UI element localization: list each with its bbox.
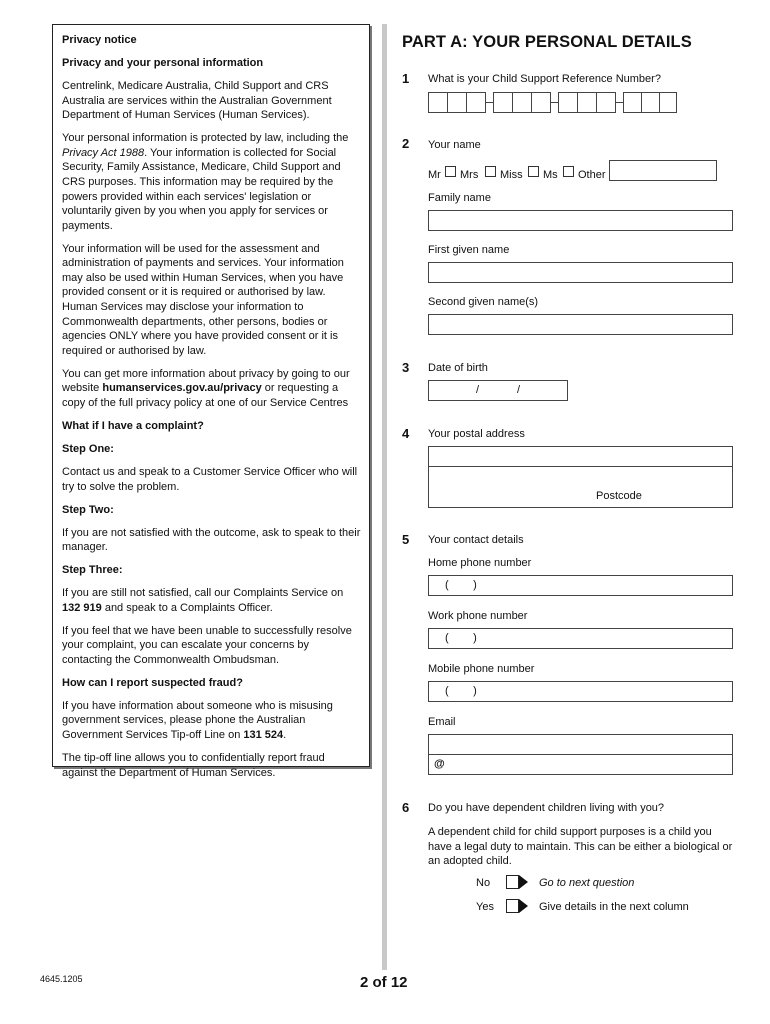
q5-number: 5 xyxy=(402,532,410,547)
address-line-2-input[interactable] xyxy=(428,466,733,508)
crn-group-2[interactable] xyxy=(493,92,551,113)
family-name-label: Family name xyxy=(428,192,491,204)
step-three-text: If you are still not satisfied, call our Complaints Service on 132 919 and speak to a Complaints Officer. xyxy=(62,587,344,614)
dob-separator: / xyxy=(476,384,480,396)
step-two-heading: Step Two: xyxy=(62,503,114,516)
crn-dash xyxy=(616,102,623,103)
no-action-text: Go to next question xyxy=(539,877,635,889)
area-code-brackets: ( ) xyxy=(445,685,477,697)
no-checkbox-arrow-icon[interactable] xyxy=(506,875,528,889)
home-phone-label: Home phone number xyxy=(428,557,532,569)
work-phone-input[interactable] xyxy=(428,628,733,649)
title-mr-checkbox[interactable] xyxy=(445,166,456,177)
email-label: Email xyxy=(428,716,456,728)
q2-label: Your name xyxy=(428,139,481,151)
q3-number: 3 xyxy=(402,360,410,375)
fraud-heading: How can I report suspected fraud? xyxy=(62,676,243,689)
area-code-brackets: ( ) xyxy=(445,632,477,644)
q4-number: 4 xyxy=(402,426,410,441)
privacy-subheading: Privacy and your personal information xyxy=(62,56,264,69)
family-name-input[interactable] xyxy=(428,210,733,231)
email-input-line-1[interactable] xyxy=(428,734,733,755)
crn-dash xyxy=(486,102,493,103)
form-code: 4645.1205 xyxy=(40,974,83,984)
work-phone-label: Work phone number xyxy=(428,610,528,622)
title-other-label: Other xyxy=(578,169,606,181)
tipoff-text: The tip-off line allows you to confidentially report fraud against the Department of Human Services. xyxy=(62,752,325,779)
title-miss-label: Miss xyxy=(500,169,523,181)
q2-number: 2 xyxy=(402,136,410,151)
privacy-para-website: You can get more information about privacy by going to our website humanservices.gov.au/privacy or requesting a copy of the full privacy policy at one of our Service Centres xyxy=(62,367,350,410)
privacy-heading: Privacy notice xyxy=(62,34,137,46)
yes-label: Yes xyxy=(476,901,494,913)
title-mr-label: Mr xyxy=(428,169,441,181)
title-ms-label: Ms xyxy=(543,169,558,181)
q1-number: 1 xyxy=(402,71,410,86)
dob-input[interactable] xyxy=(428,380,568,401)
yes-checkbox-arrow-icon[interactable] xyxy=(506,899,528,913)
step-one-heading: Step One: xyxy=(62,442,114,455)
privacy-para-protected: Your personal information is protected by law, including the Privacy Act 1988. Your information is collected for Social Security, Family Assistance, Medicare, Child Support and CRS purposes. This information may be required by the powers provided within each services' legislation or voluntarily given by you when you apply for services or payments. xyxy=(62,132,349,232)
ombudsman-text: If you feel that we have been unable to successfully resolve your complaint, you can escalate your concerns by contacting the Commonwealth Ombudsman. xyxy=(62,624,352,666)
no-label: No xyxy=(476,877,491,889)
postcode-label: Postcode xyxy=(596,490,642,502)
address-line-1-input[interactable] xyxy=(428,446,733,467)
title-miss-checkbox[interactable] xyxy=(528,166,539,177)
q1-label: What is your Child Support Reference Number? xyxy=(428,73,661,85)
mobile-phone-input[interactable] xyxy=(428,681,733,702)
q6-number: 6 xyxy=(402,800,410,815)
crn-group-4[interactable] xyxy=(623,92,677,113)
title-mrs-label: Mrs xyxy=(460,169,479,181)
fraud-text: If you have information about someone who is misusing government services, please phone the Australian Government Services Tip-off Line on 131 524. xyxy=(62,699,333,742)
privacy-notice-box xyxy=(52,24,370,779)
q6-description: A dependent child for child support purposes is a child you have a legal duty to maintain. This can be either a biological or an adopted child. xyxy=(428,826,733,868)
q5-label: Your contact details xyxy=(428,534,524,546)
dob-separator: / xyxy=(517,384,521,396)
column-divider xyxy=(382,24,387,970)
email-input-line-2[interactable] xyxy=(428,754,733,775)
first-name-label: First given name xyxy=(428,244,510,256)
privacy-para-use: Your information will be used for the assessment and administration of payments and services. Your information may also be used within Human Services, when you have provided consent or it is required or authorised by law. Human Services may disclose your information to Commonwealth departments, other persons, bodies or agencies ONLY where you have provided consent or it is required or authorised by law. xyxy=(62,242,344,357)
email-at-sign: @ xyxy=(434,758,445,770)
privacy-link: humanservices.gov.au/privacy xyxy=(102,382,262,395)
yes-action-text: Give details in the next column xyxy=(539,901,689,913)
area-code-brackets: ( ) xyxy=(445,579,477,591)
second-name-label: Second given name(s) xyxy=(428,296,539,308)
step-three-heading: Step Three: xyxy=(62,564,123,577)
q4-label: Your postal address xyxy=(428,428,525,440)
privacy-para-services: Centrelink, Medicare Australia, Child Support and CRS Australia are services within the Australian Government Department of Human Services (Human Services). xyxy=(62,79,332,122)
home-phone-input[interactable] xyxy=(428,575,733,596)
title-other-input[interactable] xyxy=(609,160,717,181)
step-one-text: Contact us and speak to a Customer Service Officer who will try to solve the problem. xyxy=(62,465,358,493)
complaint-heading: What if I have a complaint? xyxy=(62,420,204,432)
crn-dash xyxy=(551,102,558,103)
crn-group-3[interactable] xyxy=(558,92,616,113)
first-name-input[interactable] xyxy=(428,262,733,283)
title-ms-checkbox[interactable] xyxy=(563,166,574,177)
part-a-title: PART A: YOUR PERSONAL DETAILS xyxy=(402,33,692,51)
q3-label: Date of birth xyxy=(428,362,488,374)
crn-group-1[interactable] xyxy=(428,92,486,113)
second-name-input[interactable] xyxy=(428,314,733,335)
title-mrs-checkbox[interactable] xyxy=(485,166,496,177)
q6-label: Do you have dependent children living with you? xyxy=(428,802,665,814)
step-two-text: If you are not satisfied with the outcome, ask to speak to their manager. xyxy=(62,526,361,554)
page-number: 2 of 12 xyxy=(360,974,408,991)
mobile-phone-label: Mobile phone number xyxy=(428,663,535,675)
